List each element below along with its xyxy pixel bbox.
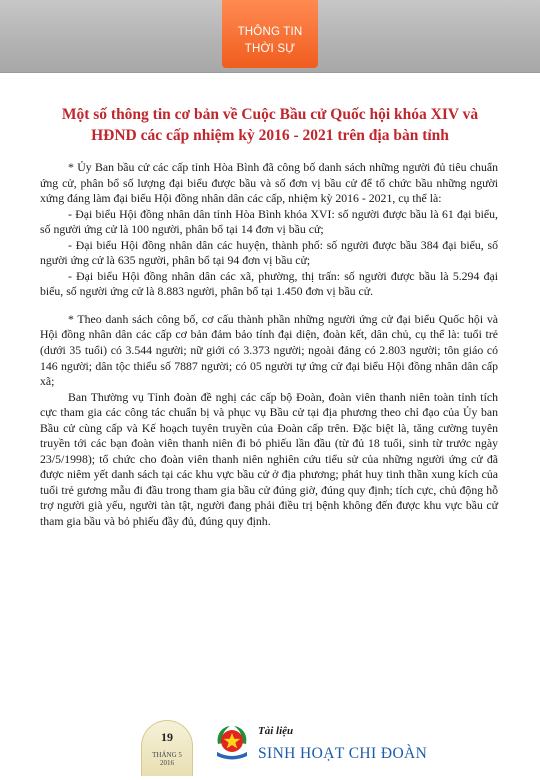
- section-label-line2: THỜI SỰ: [244, 43, 296, 55]
- paragraph: - Đại biểu Hội đồng nhân dân tỉnh Hòa Bình khóa XVI: số người được bầu là 61 đại biểu, số người ứng cử là 100 người, phân bổ tại 14 đơn vị bầu cử;: [40, 206, 498, 237]
- paragraph: * Ủy Ban bầu cử các cấp tỉnh Hòa Bình đã công bố danh sách những người đủ tiêu chuẩn ứng cử, phân bổ số lượng đại biểu được bầu và số đơn vị bầu cử để tổ chức bầu những người xứng đáng làm đại biểu Hội đồng nhân dân các cấp, nhiệm kỳ 2016 - 2021, cụ thể là:: [40, 160, 498, 206]
- issue-year: 2016: [160, 759, 174, 767]
- paragraph: * Theo danh sách công bố, cơ cấu thành phần những người ứng cử đại biểu Quốc hội và Hội đồng nhân dân các cấp cơ bản đảm bảo tính đại diện, đoàn kết, dân chủ, cụ thể là: tuổi trẻ (dưới 35 tuổi) có 3.544 người; nữ giới có 3.373 người; ngoài đảng có 2.803 người; tôn giáo có 146 người; dân tộc thiểu số 7887 người; có 05 người tự ứng cử đại biểu Hội đồng nhân dân cấp xã;: [40, 311, 498, 389]
- article-title: [34, 104, 506, 146]
- page-number: 19: [161, 730, 173, 744]
- article-body: [40, 160, 498, 530]
- issue-month: THÁNG 5: [152, 751, 182, 759]
- page-badge: [141, 720, 193, 776]
- publication-kicker: Tài liệu: [258, 725, 294, 737]
- paragraph: - Đại biểu Hội đồng nhân dân các huyện, thành phố: số người được bầu 384 đại biểu, số người ứng cử là 635 người, phân bổ tại 94 đơn vị bầu cử;: [40, 237, 498, 268]
- section-tab: [222, 0, 318, 68]
- paragraph: Ban Thường vụ Tỉnh đoàn đề nghị các cấp bộ Đoàn, đoàn viên thanh niên toàn tỉnh tích cực tham gia các công tác chuẩn bị và phục vụ Bầu cử tại địa phương theo chỉ đạo của Ủy ban Bầu cử cùng cấp và Kế hoạch tuyên truyền của Đoàn cấp trên. Đặc biệt là, tăng cường tuyên truyền tới các bạn đoàn viên thanh niên đi bỏ phiếu lần đầu (từ đủ 18 tuổi, sinh từ trước ngày 23/5/1998); tổ chức cho đoàn viên thanh niên nghiên cứu tiểu sử của những người ứng cử đã được niêm yết danh sách tại các khu vực bầu cử ở địa phương; phát huy tinh thần xung kích của tuổi trẻ gương mẫu đi đầu trong tham gia bầu cử đúng giờ, đúng quy định; tích cực, chủ động hỗ trợ người già yếu, người tàn tật, người đang phải điều trị bệnh không đến được khu vực bầu cử tham gia bầu và bỏ phiếu đầy đủ, đúng quy định.: [40, 389, 498, 529]
- publication-name: SINH HOẠT CHI ĐOÀN: [258, 745, 428, 762]
- youth-union-emblem-icon: [212, 722, 252, 762]
- article-title-line1: Một số thông tin cơ bản về Cuộc Bầu cử Quốc hội khóa XIV và: [61, 106, 479, 123]
- paragraph: - Đại biểu Hội đồng nhân dân các xã, phường, thị trấn: số người được bầu là 5.294 đại biểu, số người ứng cử là 8.883 người, phân bổ tại 1.450 đơn vị bầu cử.: [40, 268, 498, 299]
- article-title-line2: HĐND các cấp nhiệm kỳ 2016 - 2021 trên địa bàn tỉnh: [91, 127, 449, 144]
- section-label-line1: THÔNG TIN: [237, 26, 303, 38]
